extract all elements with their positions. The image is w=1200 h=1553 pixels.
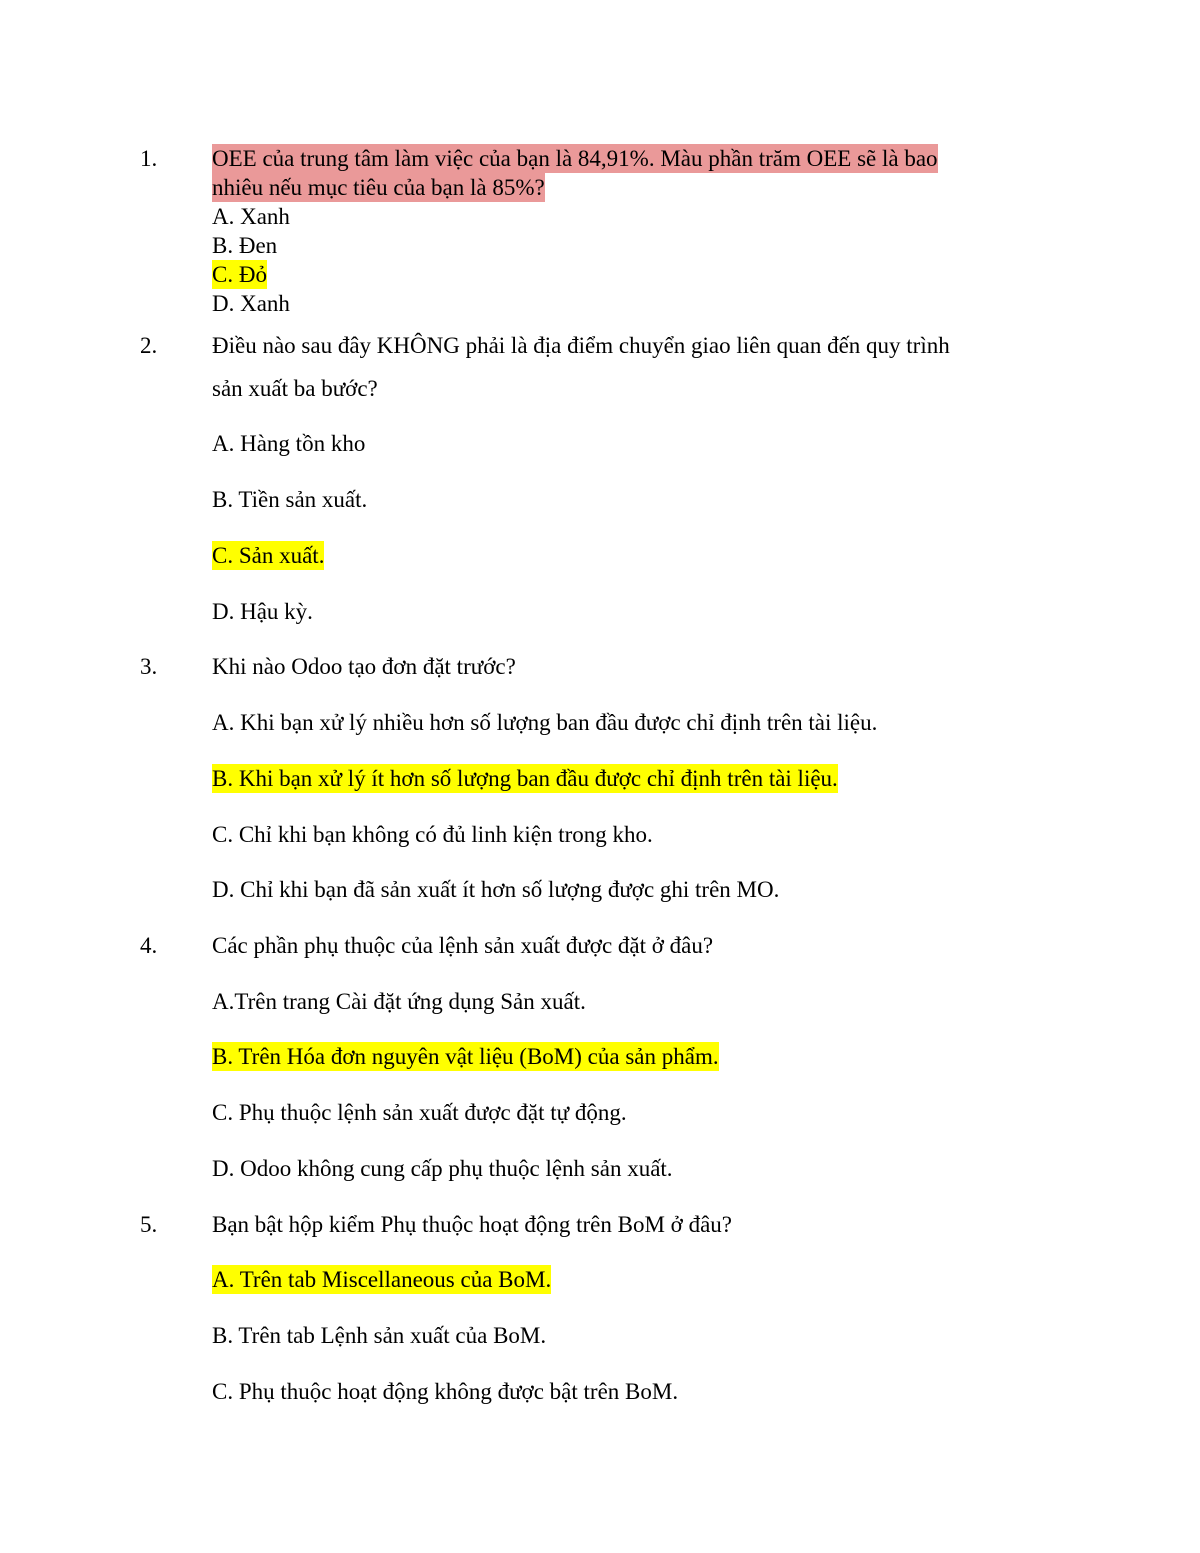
answer-option: B. Tiền sản xuất.: [212, 487, 368, 512]
question-text: Khi nào Odoo tạo đơn đặt trước?: [212, 654, 516, 679]
correct-answer-option: C. Sản xuất.: [212, 543, 325, 568]
correct-answer-option: B. Khi bạn xử lý ít hơn số lượng ban đầu được chỉ định trên tài liệu.: [212, 766, 838, 791]
question-number: 4.: [140, 933, 158, 958]
answer-option: A. Xanh: [212, 204, 290, 229]
answer-option: A.Trên trang Cài đặt ứng dụng Sản xuất.: [212, 989, 586, 1014]
question-text: nhiêu nếu mục tiêu của bạn là 85%?: [212, 175, 545, 200]
question-text: Bạn bật hộp kiểm Phụ thuộc hoạt động trên BoM ở đâu?: [212, 1212, 733, 1237]
correct-answer-option: B. Trên Hóa đơn nguyên vật liệu (BoM) của sản phẩm.: [212, 1044, 719, 1069]
answer-option: D. Xanh: [212, 291, 290, 316]
question-number: 2.: [140, 333, 158, 358]
question-text: Các phần phụ thuộc của lệnh sản xuất được đặt ở đâu?: [212, 933, 714, 958]
question-text: Điều nào sau đây KHÔNG phải là địa điểm chuyển giao liên quan đến quy trình: [212, 333, 950, 358]
answer-option: B. Đen: [212, 233, 278, 258]
question-text: OEE của trung tâm làm việc của bạn là 84,91%. Màu phần trăm OEE sẽ là bao: [212, 146, 938, 171]
question-number: 5.: [140, 1212, 158, 1237]
answer-option: D. Odoo không cung cấp phụ thuộc lệnh sản xuất.: [212, 1156, 673, 1181]
answer-option: C. Phụ thuộc lệnh sản xuất được đặt tự động.: [212, 1100, 627, 1125]
correct-answer-option: A. Trên tab Miscellaneous của BoM.: [212, 1267, 552, 1292]
answer-option: C. Phụ thuộc hoạt động không được bật trên BoM.: [212, 1379, 679, 1404]
answer-option: C. Chỉ khi bạn không có đủ linh kiện trong kho.: [212, 822, 653, 847]
question-number: 1.: [140, 146, 158, 171]
question-text: sản xuất ba bước?: [212, 376, 378, 401]
correct-answer-option: C. Đỏ: [212, 262, 267, 287]
answer-option: D. Chỉ khi bạn đã sản xuất ít hơn số lượng được ghi trên MO.: [212, 877, 780, 902]
answer-option: A. Khi bạn xử lý nhiều hơn số lượng ban đầu được chỉ định trên tài liệu.: [212, 710, 878, 735]
answer-option: A. Hàng tồn kho: [212, 431, 366, 456]
question-number: 3.: [140, 654, 158, 679]
answer-option: B. Trên tab Lệnh sản xuất của BoM.: [212, 1323, 547, 1348]
answer-option: D. Hậu kỳ.: [212, 599, 313, 624]
